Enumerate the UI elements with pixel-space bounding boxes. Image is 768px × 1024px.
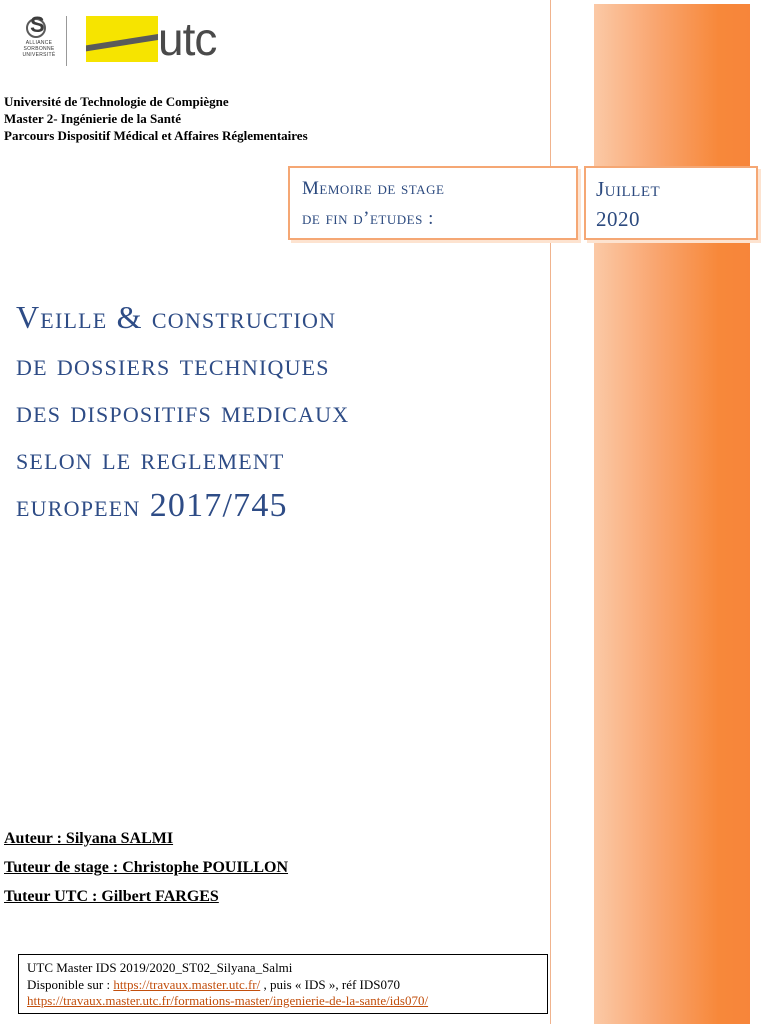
date-box [584,166,758,240]
footer-line-1: UTC Master IDS 2019/2020_ST02_Silyana_Salmi [27,960,293,975]
utc-brand-text: utc [158,13,217,65]
memoire-box [288,166,578,240]
tutor-stage-line: Tuteur de stage : Christophe POUILLON [4,859,289,876]
date-month: Juillet [596,177,661,201]
date-year: 2020 [596,207,640,231]
utc-logo [18,12,248,68]
footer-available-label: Disponible sur : [27,976,114,992]
tutor-utc-line: Tuteur UTC : Gilbert FARGES [4,888,219,905]
institution-master: Master 2- Ingénierie de la Santé [4,111,182,126]
institution-header [4,93,308,144]
memoire-line-2: de fin d’etudes : [302,208,434,229]
logo-separator [66,16,67,66]
title-line-5-prefix: europeen [16,487,150,523]
footer-line-3 [27,993,428,1010]
alliance-sorbonne-text: ALLIANCE SORBONNE UNIVERSITÉ [22,40,56,58]
footer-line-2 [27,977,428,994]
title-line-3: des dispositifs medicaux [16,393,350,429]
footer-reference-box [18,954,548,1014]
utc-yellow-mark-icon [86,16,158,62]
page-border-rule [550,0,551,1024]
author-line: Auteur : Silyana SALMI [4,830,174,847]
orange-sidebar-band [594,4,750,1024]
institution-university: Université de Technologie de Compiègne [4,94,229,109]
sorbonne-s-letter: S [30,12,45,37]
document-title [16,294,536,529]
institution-parcours: Parcours Dispositif Médical et Affaires Réglementaires [4,128,308,143]
memoire-line-1: Memoire de stage [302,178,445,199]
date-label [596,174,660,234]
footer-text [27,960,428,1010]
memoire-label [302,174,444,234]
travaux-master-link[interactable]: https://travaux.master.utc.fr/ [113,976,261,992]
footer-ids-ref: , puis « IDS », réf IDS070 [260,976,400,992]
sorbonne-alliance-logo [18,12,56,66]
authors-block [4,824,288,911]
title-line-2: de dossiers techniques [16,346,330,382]
title-regulation-number: 2017/745 [149,487,288,524]
title-line-1: Veille & construction [16,299,337,335]
title-line-5 [16,482,536,529]
ids070-link[interactable]: https://travaux.master.utc.fr/formations-master/ingenierie-de-la-sante/ids070/ [27,993,429,1008]
title-line-4: selon le reglement [16,440,285,476]
